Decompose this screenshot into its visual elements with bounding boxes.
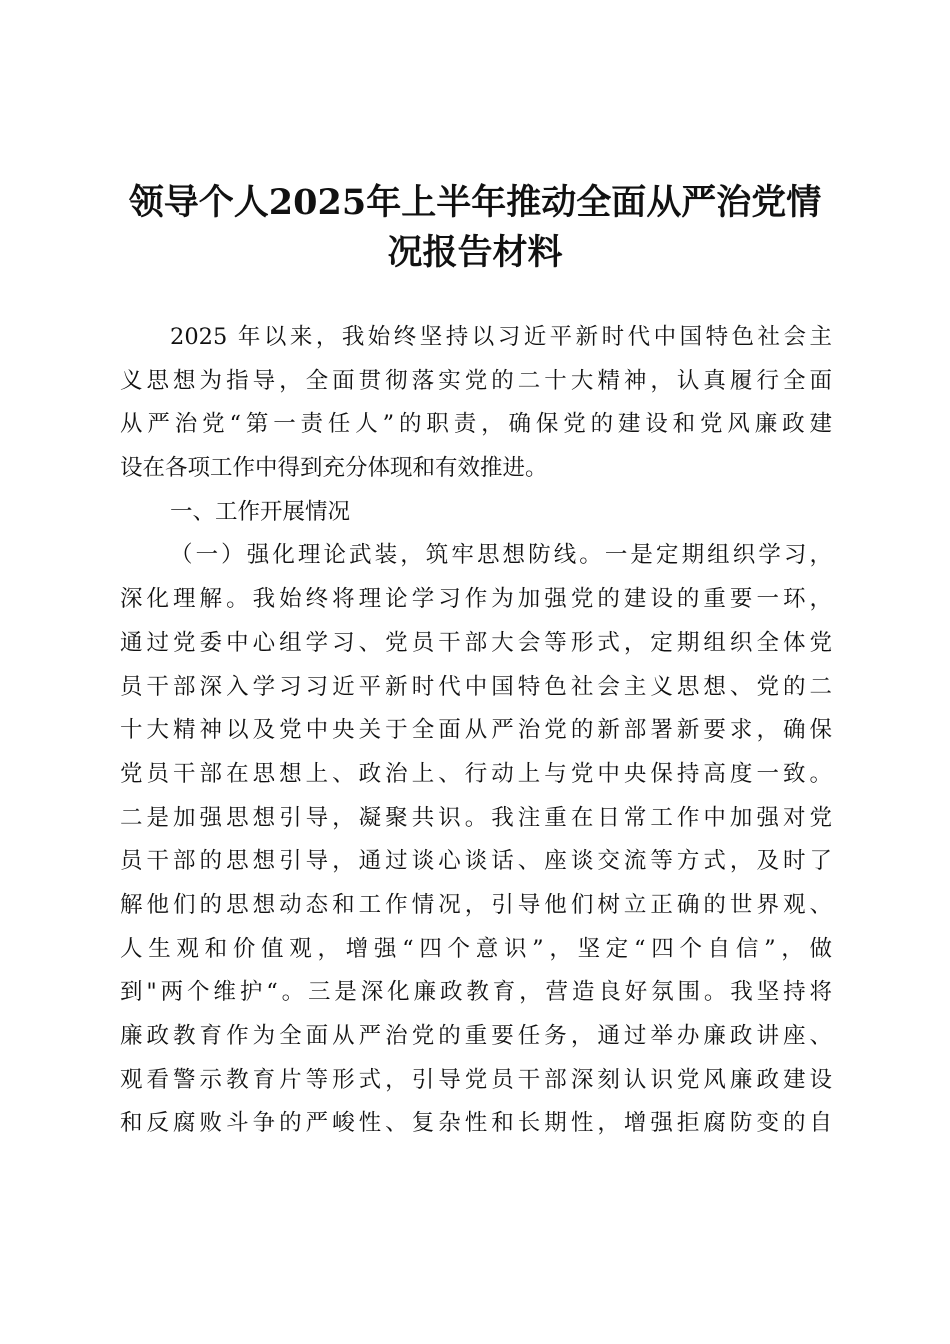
document-body	[120, 316, 832, 1146]
section-line: 员干部深入学习习近平新时代中国特色社会主义思想、党的二	[120, 673, 832, 700]
section-heading: 一、工作开展情况	[170, 498, 351, 525]
section-line: 深化理解。我始终将理论学习作为加强党的建设的重要一环，	[120, 586, 832, 613]
section-line: 通过党委中心组学习、党员干部大会等形式，定期组织全体党	[120, 629, 832, 656]
section-line: 到"两个维护“。三是深化廉政教育，营造良好氛围。我坚持将	[120, 979, 832, 1006]
document-title	[100, 178, 850, 278]
section-line: 员干部的思想引导，通过谈心谈话、座谈交流等方式，及时了	[120, 848, 832, 875]
section-line: 和反腐败斗争的严峻性、复杂性和长期性，增强拒腐防变的自	[120, 1110, 832, 1137]
title-line-2: 况报告材料	[387, 232, 563, 273]
intro-line: 2025 年以来，我始终坚持以习近平新时代中国特色社会主	[170, 324, 832, 350]
section-line: 人生观和价值观，增强“四个意识”，坚定“四个自信”，做	[120, 935, 832, 962]
intro-line: 义思想为指导，全面贯彻落实党的二十大精神，认真履行全面	[120, 367, 832, 394]
section-line: 观看警示教育片等形式，引导党员干部深刻认识党风廉政建设	[120, 1066, 832, 1093]
intro-line: 从严治党“第一责任人”的职责，确保党的建设和党风廉政建	[120, 411, 832, 438]
section-line: （一）强化理论武装，筑牢思想防线。一是定期组织学习，	[170, 542, 832, 569]
section-line: 十大精神以及党中央关于全面从严治党的新部署新要求，确保	[120, 717, 832, 744]
section-line: 廉政教育作为全面从严治党的重要任务，通过举办廉政讲座、	[120, 1023, 832, 1049]
title-line-1: 领导个人2025年上半年推动全面从严治党情	[128, 182, 822, 223]
section-line: 二是加强思想引导，凝聚共识。我注重在日常工作中加强对党	[120, 804, 832, 831]
section-line: 解他们的思想动态和工作情况，引导他们树立正确的世界观、	[120, 891, 832, 918]
intro-line: 设在各项工作中得到充分体现和有效推进。	[120, 455, 548, 482]
section-line: 党员干部在思想上、政治上、行动上与党中央保持高度一致。	[120, 760, 832, 787]
